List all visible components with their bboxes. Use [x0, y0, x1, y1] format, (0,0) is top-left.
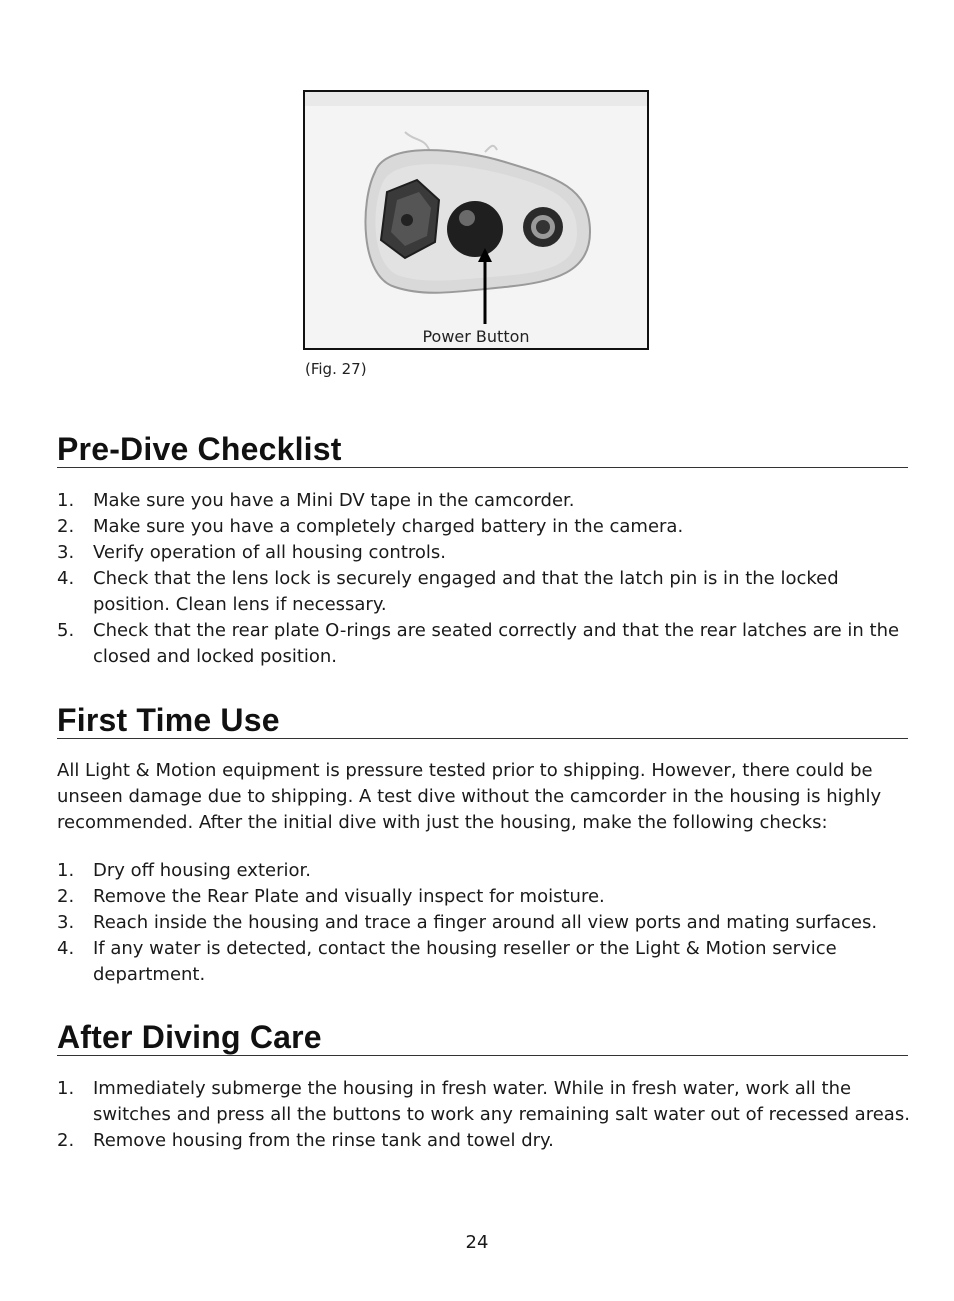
list-item-text: Check that the rear plate O-rings are seated correctly and that the rear latches are in the closed and locked position. — [93, 620, 900, 667]
list-item — [57, 514, 912, 540]
list-item-number: 5. — [57, 620, 75, 641]
section-title-pre-dive: Pre-Dive Checklist — [57, 431, 342, 467]
list-item — [57, 566, 912, 618]
list-item-text: Reach inside the housing and trace a finger around all view ports and mating surfaces. — [93, 912, 878, 933]
list-item — [57, 618, 912, 670]
list-item-number: 1. — [57, 490, 75, 511]
list-item-text: Verify operation of all housing controls. — [93, 542, 447, 563]
list-item-text: Check that the lens lock is securely engaged and that the latch pin is in the locked position. Clean lens if necessary. — [93, 568, 839, 615]
page-number: 24 — [465, 1232, 489, 1253]
list-item-number: 1. — [57, 1078, 75, 1099]
list-item-number: 3. — [57, 542, 75, 563]
list-item — [57, 1076, 912, 1128]
list-item-text: Make sure you have a completely charged battery in the camera. — [93, 516, 684, 537]
list-item-text: Make sure you have a Mini DV tape in the camcorder. — [93, 490, 575, 511]
section-divider — [57, 1055, 908, 1056]
list-item-number: 4. — [57, 568, 75, 589]
list-item — [57, 1128, 912, 1154]
pre-dive-list — [57, 488, 912, 670]
list-item-text: Remove housing from the rinse tank and towel dry. — [93, 1130, 554, 1151]
list-item — [57, 540, 912, 566]
housing-control-photo — [305, 92, 647, 348]
list-item-number: 2. — [57, 886, 75, 907]
list-item-number: 2. — [57, 516, 75, 537]
figure-label: Power Button — [422, 327, 530, 346]
list-item — [57, 884, 912, 910]
section-title-after-diving: After Diving Care — [57, 1019, 322, 1055]
list-item-text: Remove the Rear Plate and visually inspect for moisture. — [93, 886, 605, 907]
list-item-number: 2. — [57, 1130, 75, 1151]
list-item — [57, 910, 912, 936]
list-item-text: Immediately submerge the housing in fresh water. While in fresh water, work all the switches and press all the buttons to work any remaining salt water out of recessed areas. — [93, 1078, 910, 1125]
section-divider — [57, 467, 908, 468]
list-item — [57, 858, 912, 884]
list-item-text: If any water is detected, contact the housing reseller or the Light & Motion service department. — [93, 938, 837, 985]
first-time-intro: All Light & Motion equipment is pressure tested prior to shipping. However, there could be unseen damage due to shipping. A test dive without the camcorder in the housing is highly recommended. After the initial dive with just the housing, make the following checks: — [57, 760, 882, 833]
list-item-number: 3. — [57, 912, 75, 933]
list-item — [57, 488, 912, 514]
figure-caption: (Fig. 27) — [305, 360, 367, 378]
list-item — [57, 936, 912, 988]
after-diving-list — [57, 1076, 912, 1154]
list-item-number: 4. — [57, 938, 75, 959]
list-item-number: 1. — [57, 860, 75, 881]
figure-power-button — [303, 90, 649, 350]
section-title-first-time-use: First Time Use — [57, 702, 280, 738]
first-time-list — [57, 858, 912, 988]
list-item-text: Dry off housing exterior. — [93, 860, 311, 881]
section-divider — [57, 738, 908, 739]
